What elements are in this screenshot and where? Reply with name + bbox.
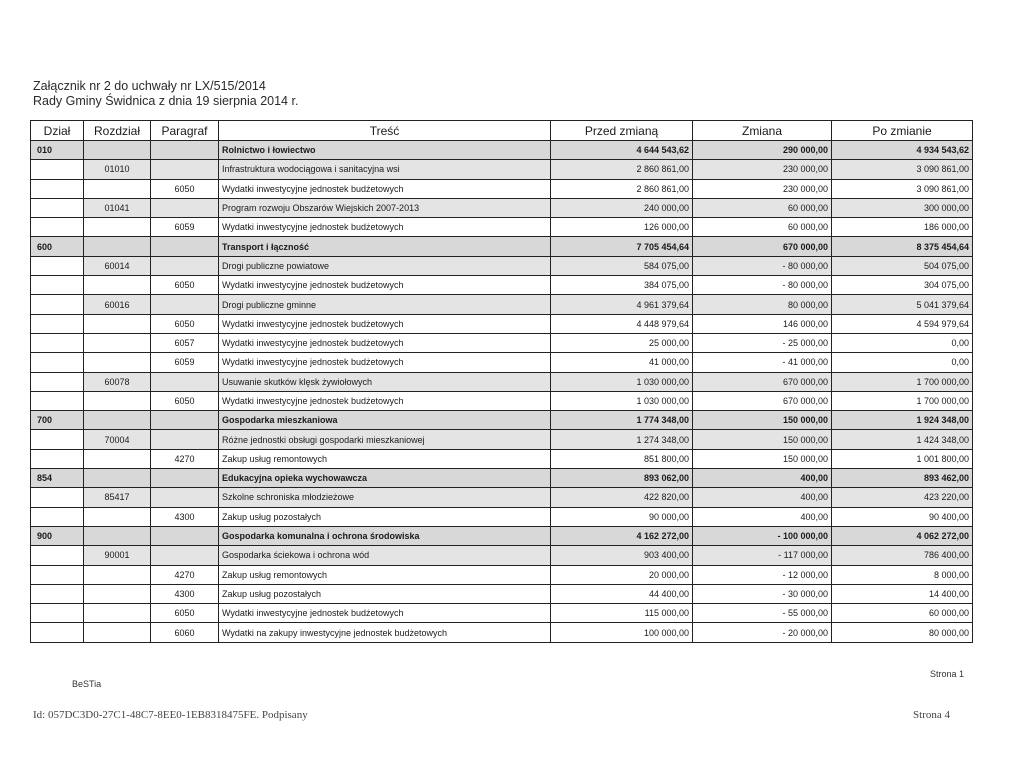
paragraf-cell [151,411,219,430]
rozdzial-cell [84,218,151,237]
table-row-dzial [31,469,973,488]
rozdzial-cell [84,314,151,333]
rozdzial-cell [84,411,151,430]
przed-zmiana-cell: 4 162 272,00 [551,526,693,545]
paragraf-code: 6050 [151,276,219,295]
table-row-rozdzial [31,372,973,391]
zmiana-cell: 230 000,00 [693,179,832,198]
table-row-dzial [31,526,973,545]
dzial-cell [31,546,84,565]
przed-zmiana-cell: 100 000,00 [551,623,693,642]
dzial-cell [31,430,84,449]
przed-zmiana-cell: 903 400,00 [551,546,693,565]
zmiana-cell: - 117 000,00 [693,546,832,565]
paragraf-code: 6057 [151,333,219,352]
rozdzial-cell [84,237,151,256]
rozdzial-code: 60016 [84,295,151,314]
przed-zmiana-cell: 126 000,00 [551,218,693,237]
po-zmianie-cell: 1 001 800,00 [832,449,973,468]
zmiana-cell: 670 000,00 [693,237,832,256]
po-zmianie-cell: 186 000,00 [832,218,973,237]
page-label: Strona 1 [930,669,965,679]
zmiana-cell: - 25 000,00 [693,333,832,352]
paragraf-code: 6060 [151,623,219,642]
tresc-cell: Gospodarka ściekowa i ochrona wód [219,546,551,565]
po-zmianie-cell: 14 400,00 [832,584,973,603]
paragraf-cell [151,237,219,256]
rozdzial-cell [84,507,151,526]
rozdzial-cell [84,179,151,198]
tresc-cell: Różne jednostki obsługi gospodarki mieszkaniowej [219,430,551,449]
zmiana-cell: 400,00 [693,488,832,507]
dzial-cell [31,314,84,333]
przed-zmiana-cell: 1 030 000,00 [551,391,693,410]
przed-zmiana-cell: 4 644 543,62 [551,141,693,160]
po-zmianie-cell: 300 000,00 [832,198,973,217]
zmiana-cell: 400,00 [693,507,832,526]
column-header-dzial: Dział [31,121,84,141]
paragraf-cell [151,372,219,391]
rozdzial-cell [84,353,151,372]
table-row-paragraf [31,218,973,237]
zmiana-cell: 150 000,00 [693,430,832,449]
paragraf-cell [151,160,219,179]
zmiana-cell: 230 000,00 [693,160,832,179]
przed-zmiana-cell: 44 400,00 [551,584,693,603]
rozdzial-cell [84,584,151,603]
dzial-code: 700 [31,411,84,430]
header-council-line: Rady Gminy Świdnica z dnia 19 sierpnia 2014 r. [33,94,299,108]
table-header-row [31,121,973,141]
column-header-paragraf: Paragraf [151,121,219,141]
po-zmianie-cell: 0,00 [832,353,973,372]
przed-zmiana-cell: 4 961 379,64 [551,295,693,314]
przed-zmiana-cell: 90 000,00 [551,507,693,526]
rozdzial-code: 90001 [84,546,151,565]
paragraf-cell [151,546,219,565]
tresc-cell: Usuwanie skutków klęsk żywiołowych [219,372,551,391]
dzial-cell [31,198,84,217]
tresc-cell: Wydatki inwestycyjne jednostek budżetowych [219,218,551,237]
zmiana-cell: - 100 000,00 [693,526,832,545]
document-header [33,79,298,109]
budget-table [30,120,973,643]
column-header-tresc: Treść [219,121,551,141]
table-row-rozdzial [31,430,973,449]
zmiana-cell: - 12 000,00 [693,565,832,584]
rozdzial-code: 01010 [84,160,151,179]
paragraf-cell [151,488,219,507]
po-zmianie-cell: 304 075,00 [832,276,973,295]
rozdzial-cell [84,449,151,468]
dzial-cell [31,449,84,468]
po-zmianie-cell: 4 934 543,62 [832,141,973,160]
dzial-cell [31,604,84,623]
rozdzial-cell [84,469,151,488]
po-zmianie-cell: 5 041 379,64 [832,295,973,314]
table-row-dzial [31,141,973,160]
przed-zmiana-cell: 2 860 861,00 [551,179,693,198]
table-row-paragraf [31,565,973,584]
przed-zmiana-cell: 7 705 454,64 [551,237,693,256]
paragraf-code: 6050 [151,179,219,198]
dzial-cell [31,507,84,526]
paragraf-code: 6050 [151,314,219,333]
dzial-code: 900 [31,526,84,545]
tresc-cell: Gospodarka komunalna i ochrona środowiska [219,526,551,545]
tresc-cell: Drogi publiczne powiatowe [219,256,551,275]
tresc-cell: Transport i łączność [219,237,551,256]
paragraf-code: 6059 [151,353,219,372]
paragraf-code: 4270 [151,449,219,468]
po-zmianie-cell: 4 062 272,00 [832,526,973,545]
tresc-cell: Edukacyjna opieka wychowawcza [219,469,551,488]
paragraf-cell [151,526,219,545]
table-row-rozdzial [31,295,973,314]
przed-zmiana-cell: 851 800,00 [551,449,693,468]
rozdzial-cell [84,276,151,295]
zmiana-cell: - 20 000,00 [693,623,832,642]
po-zmianie-cell: 1 700 000,00 [832,372,973,391]
dzial-cell [31,353,84,372]
dzial-cell [31,295,84,314]
table-row-rozdzial [31,256,973,275]
rozdzial-cell [84,333,151,352]
po-zmianie-cell: 3 090 861,00 [832,160,973,179]
dzial-cell [31,391,84,410]
przed-zmiana-cell: 2 860 861,00 [551,160,693,179]
tresc-cell: Wydatki na zakupy inwestycyjne jednostek budżetowych [219,623,551,642]
table-row-paragraf [31,276,973,295]
tresc-cell: Zakup usług remontowych [219,449,551,468]
rozdzial-code: 60014 [84,256,151,275]
dzial-code: 010 [31,141,84,160]
po-zmianie-cell: 893 462,00 [832,469,973,488]
przed-zmiana-cell: 1 774 348,00 [551,411,693,430]
po-zmianie-cell: 423 220,00 [832,488,973,507]
zmiana-cell: 80 000,00 [693,295,832,314]
tresc-cell: Zakup usług pozostałych [219,584,551,603]
przed-zmiana-cell: 4 448 979,64 [551,314,693,333]
przed-zmiana-cell: 20 000,00 [551,565,693,584]
paragraf-cell [151,198,219,217]
po-zmianie-cell: 8 000,00 [832,565,973,584]
dzial-cell [31,179,84,198]
paragraf-cell [151,469,219,488]
zmiana-cell: 146 000,00 [693,314,832,333]
zmiana-cell: 60 000,00 [693,198,832,217]
table-row-dzial [31,237,973,256]
tresc-cell: Drogi publiczne gminne [219,295,551,314]
zmiana-cell: 400,00 [693,469,832,488]
przed-zmiana-cell: 1 274 348,00 [551,430,693,449]
dzial-cell [31,372,84,391]
po-zmianie-cell: 504 075,00 [832,256,973,275]
paragraf-code: 4300 [151,507,219,526]
tresc-cell: Wydatki inwestycyjne jednostek budżetowych [219,391,551,410]
table-row-paragraf [31,391,973,410]
po-zmianie-cell: 1 424 348,00 [832,430,973,449]
dzial-cell [31,256,84,275]
rozdzial-code: 85417 [84,488,151,507]
przed-zmiana-cell: 422 820,00 [551,488,693,507]
dzial-cell [31,218,84,237]
column-header-po-zmianie: Po zmianie [832,121,973,141]
po-zmianie-cell: 60 000,00 [832,604,973,623]
tresc-cell: Rolnictwo i łowiectwo [219,141,551,160]
paragraf-cell [151,256,219,275]
zmiana-cell: - 80 000,00 [693,276,832,295]
column-header-rozdzial: Rozdział [84,121,151,141]
zmiana-cell: - 30 000,00 [693,584,832,603]
paragraf-code: 4300 [151,584,219,603]
table-row-paragraf [31,314,973,333]
tresc-cell: Wydatki inwestycyjne jednostek budżetowych [219,353,551,372]
dzial-cell [31,584,84,603]
zmiana-cell: 290 000,00 [693,141,832,160]
paragraf-cell [151,141,219,160]
table-row-paragraf [31,449,973,468]
column-header-przed-zmiana: Przed zmianą [551,121,693,141]
table-row-paragraf [31,584,973,603]
dzial-cell [31,333,84,352]
tresc-cell: Zakup usług remontowych [219,565,551,584]
paragraf-cell [151,295,219,314]
przed-zmiana-cell: 893 062,00 [551,469,693,488]
table-row-rozdzial [31,546,973,565]
przed-zmiana-cell: 584 075,00 [551,256,693,275]
table-row-paragraf [31,604,973,623]
zmiana-cell: 60 000,00 [693,218,832,237]
rozdzial-cell [84,141,151,160]
tresc-cell: Wydatki inwestycyjne jednostek budżetowych [219,604,551,623]
table-row-paragraf [31,623,973,642]
column-header-zmiana: Zmiana [693,121,832,141]
przed-zmiana-cell: 41 000,00 [551,353,693,372]
rozdzial-cell [84,391,151,410]
po-zmianie-cell: 0,00 [832,333,973,352]
software-label: BeSTia [72,679,102,689]
po-zmianie-cell: 8 375 454,64 [832,237,973,256]
table-row-rozdzial [31,160,973,179]
zmiana-cell: 670 000,00 [693,391,832,410]
dzial-cell [31,565,84,584]
budget-table-body [31,141,973,643]
tresc-cell: Gospodarka mieszkaniowa [219,411,551,430]
table-row-paragraf [31,353,973,372]
przed-zmiana-cell: 384 075,00 [551,276,693,295]
document-id: Id: 057DC3D0-27C1-48C7-8EE0-1EB8318475FE. Podpisany [33,709,308,721]
table-row-paragraf [31,507,973,526]
paragraf-code: 6050 [151,604,219,623]
przed-zmiana-cell: 240 000,00 [551,198,693,217]
zmiana-cell: - 80 000,00 [693,256,832,275]
paragraf-cell [151,430,219,449]
tresc-cell: Wydatki inwestycyjne jednostek budżetowych [219,276,551,295]
tresc-cell: Wydatki inwestycyjne jednostek budżetowych [219,179,551,198]
dzial-cell [31,488,84,507]
po-zmianie-cell: 4 594 979,64 [832,314,973,333]
paragraf-code: 6059 [151,218,219,237]
tresc-cell: Program rozwoju Obszarów Wiejskich 2007-2013 [219,198,551,217]
paragraf-code: 6050 [151,391,219,410]
przed-zmiana-cell: 115 000,00 [551,604,693,623]
table-row-paragraf [31,179,973,198]
po-zmianie-cell: 786 400,00 [832,546,973,565]
zmiana-cell: - 55 000,00 [693,604,832,623]
table-row-rozdzial [31,488,973,507]
dzial-cell [31,160,84,179]
table-row-paragraf [31,333,973,352]
zmiana-cell: 670 000,00 [693,372,832,391]
dzial-code: 600 [31,237,84,256]
table-row-dzial [31,411,973,430]
zmiana-cell: - 41 000,00 [693,353,832,372]
rozdzial-cell [84,604,151,623]
rozdzial-code: 60078 [84,372,151,391]
zmiana-cell: 150 000,00 [693,411,832,430]
dzial-code: 854 [31,469,84,488]
tresc-cell: Wydatki inwestycyjne jednostek budżetowych [219,333,551,352]
tresc-cell: Infrastruktura wodociągowa i sanitacyjna wsi [219,160,551,179]
tresc-cell: Wydatki inwestycyjne jednostek budżetowych [219,314,551,333]
table-row-rozdzial [31,198,973,217]
rozdzial-cell [84,623,151,642]
tresc-cell: Zakup usług pozostałych [219,507,551,526]
dzial-cell [31,623,84,642]
przed-zmiana-cell: 1 030 000,00 [551,372,693,391]
document-page-number: Strona 4 [913,709,950,721]
rozdzial-code: 01041 [84,198,151,217]
rozdzial-cell [84,526,151,545]
przed-zmiana-cell: 25 000,00 [551,333,693,352]
po-zmianie-cell: 1 924 348,00 [832,411,973,430]
rozdzial-code: 70004 [84,430,151,449]
po-zmianie-cell: 90 400,00 [832,507,973,526]
paragraf-code: 4270 [151,565,219,584]
po-zmianie-cell: 3 090 861,00 [832,179,973,198]
tresc-cell: Szkolne schroniska młodzieżowe [219,488,551,507]
po-zmianie-cell: 1 700 000,00 [832,391,973,410]
dzial-cell [31,276,84,295]
po-zmianie-cell: 80 000,00 [832,623,973,642]
rozdzial-cell [84,565,151,584]
zmiana-cell: 150 000,00 [693,449,832,468]
header-resolution-line: Załącznik nr 2 do uchwały nr LX/515/2014 [33,79,266,93]
